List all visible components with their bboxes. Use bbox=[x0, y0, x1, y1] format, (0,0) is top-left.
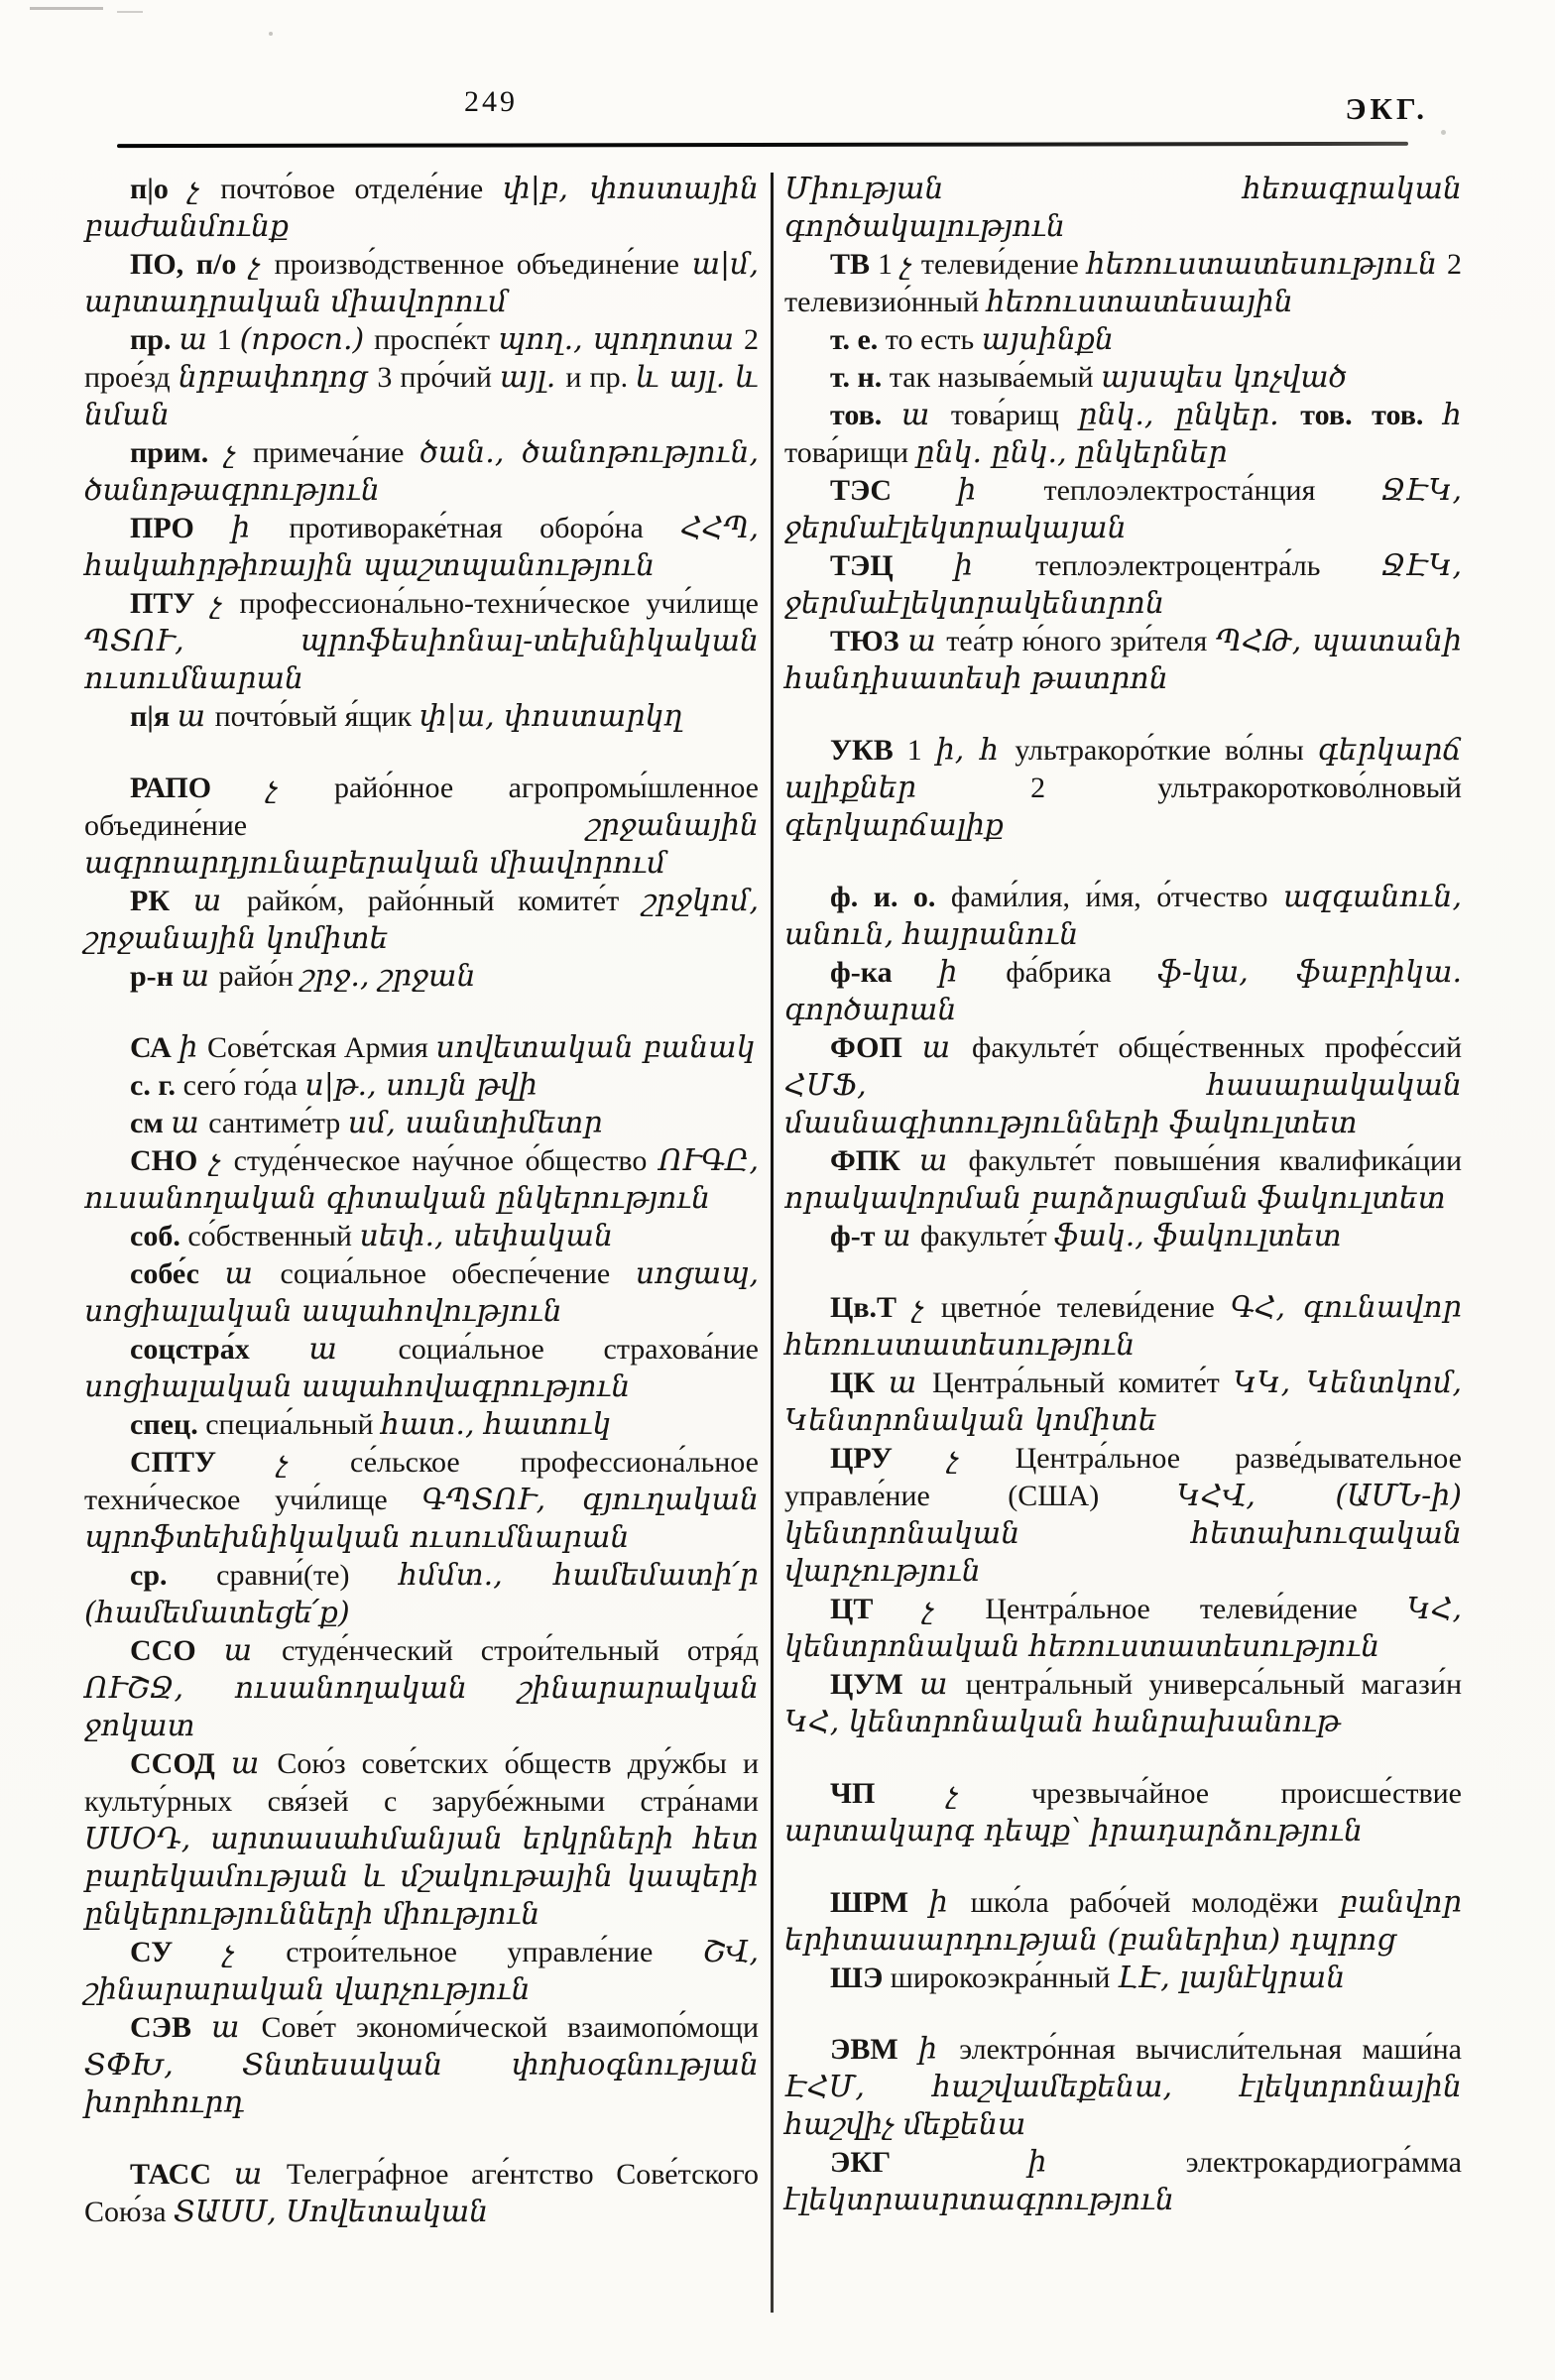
italic-text: ա bbox=[224, 1256, 281, 1291]
headword: ССОД bbox=[130, 1747, 231, 1780]
dictionary-entry bbox=[784, 246, 1462, 321]
dictionary-entry bbox=[84, 321, 759, 434]
headword: ср. bbox=[130, 1559, 217, 1592]
dictionary-entry bbox=[84, 883, 759, 958]
definition-text: Центра́льный комите́т bbox=[931, 1367, 1234, 1399]
dictionary-entry bbox=[784, 1775, 1462, 1850]
definition-text: 1 bbox=[216, 323, 240, 356]
dictionary-entry bbox=[84, 1444, 759, 1557]
definition-text: чрезвыча́йное происше́ствие bbox=[1030, 1777, 1462, 1810]
headword: пр. bbox=[130, 323, 179, 356]
dictionary-entry bbox=[784, 732, 1462, 845]
dictionary-entry bbox=[784, 321, 1462, 359]
headword: ПТУ bbox=[130, 587, 211, 620]
definition-text: 2 телевизио́нный bbox=[784, 248, 1463, 318]
scan-artifact bbox=[30, 7, 103, 10]
italic-text: չ bbox=[222, 1935, 287, 1969]
definition-text: примеча́ние bbox=[252, 436, 420, 469]
dictionary-entry bbox=[84, 1067, 759, 1105]
italic-text: այլ. bbox=[499, 360, 566, 395]
italic-text: չ bbox=[210, 586, 240, 621]
italic-text: ծան., ծանոթություն, ծանոթագրություն bbox=[84, 435, 759, 508]
headword: ФОП bbox=[830, 1031, 922, 1064]
italic-text: սոցապ, սոցիալական ապահովություն bbox=[84, 1256, 760, 1329]
definition-text: социа́льное обеспе́чение bbox=[280, 1257, 636, 1290]
dictionary-entry bbox=[84, 1557, 759, 1632]
italic-text: հատ., հատուկ bbox=[381, 1407, 612, 1442]
definition-text: Центра́льное разве́дывательное управле́ние (США) bbox=[784, 1442, 1462, 1512]
dictionary-entry bbox=[784, 1884, 1462, 1960]
dictionary-entry bbox=[84, 171, 759, 246]
dictionary-entry bbox=[84, 770, 759, 883]
italic-text: և այլ. և նման bbox=[84, 360, 759, 432]
italic-text: ա bbox=[223, 1633, 282, 1668]
definition-text: проспе́кт bbox=[374, 323, 498, 356]
dictionary-entry bbox=[784, 1440, 1462, 1591]
headword: р-н bbox=[130, 960, 181, 993]
headword: п|о bbox=[130, 173, 188, 205]
definition-text: широкоэкра́нный bbox=[890, 1962, 1118, 1994]
italic-text: ՈՒԳԸ, ուսանողական գիտական ընկերություն bbox=[84, 1143, 760, 1216]
dictionary-body bbox=[84, 171, 1473, 2313]
italic-text: ի, հ bbox=[935, 733, 1016, 768]
header-rule bbox=[117, 142, 1408, 148]
italic-text: այսինքն bbox=[981, 322, 1115, 357]
definition-text: райо́н bbox=[218, 960, 301, 993]
dictionary-column-left bbox=[84, 171, 759, 2231]
italic-text: սովետական բանակ bbox=[435, 1030, 756, 1065]
italic-text: չ bbox=[208, 1143, 234, 1178]
headword: СА bbox=[130, 1031, 179, 1064]
definition-text: Сою́з сове́тских о́бществ дру́жбы и культу́рных свя́зей с зарубе́жными стра́нами bbox=[84, 1747, 759, 1818]
italic-text: չ bbox=[224, 435, 253, 470]
headword: соб. bbox=[130, 1220, 188, 1252]
headword: т. н. bbox=[830, 361, 890, 394]
italic-text: սեփ., սեփական bbox=[359, 1219, 614, 1253]
italic-text: պող., պողոտա bbox=[497, 322, 745, 357]
dictionary-entry bbox=[84, 1745, 759, 1934]
dictionary-entry bbox=[784, 1218, 1462, 1255]
italic-text: սոցիալական ապահովագրություն bbox=[84, 1369, 631, 1404]
headword: с. г. bbox=[130, 1069, 183, 1102]
headword: ЭКГ bbox=[830, 2146, 1028, 2179]
italic-text: ԿՀ, կենտրոնական հեռուստատեսություն bbox=[784, 1592, 1462, 1664]
dictionary-entry bbox=[784, 2144, 1462, 2219]
italic-text: ա bbox=[211, 2010, 262, 2045]
italic-text: ԷՀՄ, հաշվամեքենա, էլեկտրոնային հաշվիչ մեքենա bbox=[784, 2070, 1462, 2142]
headword: ШЭ bbox=[830, 1962, 891, 1994]
italic-text: չ bbox=[946, 1776, 1031, 1811]
dictionary-entry bbox=[84, 698, 759, 736]
headword: ЦРУ bbox=[830, 1442, 948, 1475]
headword: РК bbox=[130, 885, 193, 917]
definition-text: шко́ла рабо́чей молодёжи bbox=[970, 1886, 1340, 1919]
italic-text: ԳՊՏՈՒ, գյուղական պրոֆտեխնիկական ուսումնարան bbox=[84, 1483, 759, 1555]
definition-text: това́рищ bbox=[950, 399, 1079, 431]
definition-text: социа́льное страхова́ние bbox=[398, 1333, 759, 1366]
italic-text: ա|մ, արտադրական միավորում bbox=[84, 247, 760, 319]
definition-text: 2 прое́зд bbox=[84, 323, 760, 394]
scan-artifact bbox=[1441, 130, 1446, 135]
definition-text: электрокардиогра́мма bbox=[1185, 2146, 1462, 2179]
definition-text: почто́вый я́щик bbox=[214, 700, 419, 733]
dictionary-entry bbox=[84, 1218, 759, 1255]
dictionary-entry bbox=[784, 397, 1462, 472]
italic-text: չ bbox=[248, 247, 275, 282]
dictionary-entry bbox=[784, 1289, 1462, 1365]
headword: тов. тов. bbox=[1300, 399, 1443, 431]
italic-text: այսպես կոչված bbox=[1101, 360, 1348, 395]
headword: соцстра́х bbox=[130, 1333, 309, 1366]
definition-text: Сове́тская Армия bbox=[206, 1031, 436, 1064]
italic-text: ա bbox=[918, 1667, 966, 1702]
scan-artifact bbox=[269, 32, 273, 36]
italic-text: ա bbox=[171, 1106, 209, 1140]
definition-text: се́льское профессиона́льное техни́ческое учи́лище bbox=[84, 1446, 759, 1516]
italic-text: ազգանուն, անուն, հայրանուն bbox=[784, 880, 1462, 952]
dictionary-entry bbox=[784, 171, 1462, 246]
headword: РАПО bbox=[130, 772, 267, 804]
headword: ЭВМ bbox=[830, 2033, 918, 2066]
definition-text: то есть bbox=[885, 323, 982, 356]
headword: см bbox=[130, 1107, 172, 1139]
definition-text: това́рищи bbox=[784, 436, 916, 469]
definition-text: со́бственный bbox=[187, 1220, 360, 1252]
italic-text: ա bbox=[179, 322, 217, 357]
italic-text: ընկ. ընկ., ընկերներ bbox=[915, 435, 1228, 470]
headword: тов. bbox=[830, 399, 901, 431]
italic-text: ա bbox=[233, 2157, 287, 2192]
italic-text: ՀՄՖ, հասարակական մասնագիտությունների ֆակուլտետ bbox=[784, 1068, 1462, 1140]
italic-text: հեռուստատեսություն bbox=[1086, 247, 1448, 282]
dictionary-entry bbox=[784, 472, 1462, 547]
definition-text: райо́нное агропромы́шленное объедине́ние bbox=[84, 772, 759, 842]
definition-text: фами́лия, и́мя, о́тчество bbox=[950, 881, 1283, 913]
headword: ЦК bbox=[830, 1367, 889, 1399]
italic-text: ՇՎ, շինարարական վարչություն bbox=[84, 1935, 759, 2007]
headword: ТЭС bbox=[830, 474, 958, 507]
definition-text: противораке́тная оборо́на bbox=[289, 512, 681, 544]
italic-text: շրջանային ագրոարդյունաբերական միավորում bbox=[84, 808, 759, 881]
italic-text: չ bbox=[277, 1445, 351, 1480]
dictionary-entry bbox=[84, 1406, 759, 1444]
italic-text: (просп.) bbox=[239, 322, 375, 357]
italic-text: ա bbox=[180, 959, 219, 994]
headword: ЧП bbox=[830, 1777, 947, 1810]
italic-text: ա bbox=[882, 1219, 920, 1253]
italic-text: չ bbox=[899, 247, 921, 282]
dictionary-entry bbox=[84, 246, 759, 321]
headword: ф-т bbox=[830, 1220, 883, 1252]
headword: ф-ка bbox=[830, 956, 939, 989]
italic-text: չ bbox=[947, 1441, 1016, 1476]
dictionary-entry bbox=[84, 1029, 759, 1067]
dictionary-entry bbox=[784, 1960, 1462, 1997]
page-number: 249 bbox=[464, 85, 518, 118]
italic-text: ա bbox=[907, 624, 947, 658]
definition-text: Сове́т экономи́ческой взаимопо́мощи bbox=[261, 2011, 759, 2044]
definition-text: так называ́емый bbox=[889, 361, 1102, 394]
definition-text: и пр. bbox=[565, 361, 637, 394]
dictionary-entry bbox=[84, 2156, 759, 2231]
italic-text: ի bbox=[928, 1885, 971, 1920]
definition-text: сантиме́тр bbox=[208, 1107, 348, 1139]
dictionary-column-right bbox=[784, 171, 1462, 2219]
definition-text: 1 bbox=[906, 734, 936, 767]
dictionary-entry bbox=[784, 1029, 1462, 1142]
dictionary-entry bbox=[84, 1632, 759, 1745]
definition-text: Центра́льное телеви́дение bbox=[985, 1593, 1407, 1625]
italic-text: հմմտ., համեմատի՛ր (համեմատեցե՛ք) bbox=[84, 1558, 760, 1630]
italic-text: ի bbox=[938, 955, 1007, 990]
italic-text: շրջ., շրջան bbox=[300, 959, 476, 994]
definition-text: теа́тр ю́ного зри́теля bbox=[946, 625, 1216, 657]
italic-text: ՈՒՇՋ, ուսանողական շինարարական ջոկատ bbox=[84, 1671, 759, 1743]
italic-text: ՍՍՕԴ, արտասահմանյան երկրների հետ բարեկամության և մշակութային կապերի ընկերությունների միություն bbox=[84, 1822, 759, 1932]
italic-text: ի bbox=[957, 473, 1044, 508]
headword: ЦТ bbox=[830, 1593, 923, 1625]
definition-text: студе́нческий строи́тельный отря́д bbox=[281, 1634, 759, 1667]
dictionary-entry bbox=[784, 954, 1462, 1029]
dictionary-entry bbox=[84, 585, 759, 698]
dictionary-entry bbox=[84, 1105, 759, 1142]
italic-text: Միության հեռագրական գործակալություն bbox=[784, 172, 1462, 244]
dictionary-entry bbox=[784, 547, 1462, 623]
italic-text: ա bbox=[177, 699, 215, 734]
definition-text: райко́м, райо́нный комите́т bbox=[246, 885, 643, 917]
headword: ФПК bbox=[830, 1144, 919, 1177]
dictionary-entry bbox=[784, 1142, 1462, 1218]
italic-text: չ bbox=[187, 172, 221, 206]
italic-text: ՋԷԿ, ջերմաէլեկտրակայան bbox=[784, 473, 1462, 545]
dictionary-entry bbox=[84, 510, 759, 585]
headword: ПО, п/о bbox=[130, 248, 249, 281]
italic-text: փ|ա, փոստարկղ bbox=[419, 699, 683, 734]
italic-text: ՏԱՍՍ, Սովետական bbox=[174, 2195, 489, 2229]
italic-text: ի bbox=[917, 2032, 960, 2067]
italic-text: ԼԷ, լայնէկրան bbox=[1117, 1961, 1346, 1995]
headword: ф. и. о. bbox=[830, 881, 951, 913]
italic-text: չ bbox=[911, 1290, 941, 1325]
italic-text: շրջկոմ, շրջանային կոմիտե bbox=[84, 884, 760, 956]
italic-text: ա bbox=[921, 1030, 972, 1065]
dictionary-entry bbox=[84, 2009, 759, 2122]
definition-text: факульте́т повыше́ния квалифика́ции bbox=[968, 1144, 1463, 1177]
italic-text: չ bbox=[266, 771, 334, 805]
headword: ТЭЦ bbox=[830, 549, 954, 582]
definition-text: теплоэлектроста́нция bbox=[1043, 474, 1381, 507]
scan-artifact bbox=[117, 11, 143, 13]
definition-text: почто́вое отделе́ние bbox=[220, 173, 503, 205]
definition-text: профессиона́льно-техни́ческое учи́лище bbox=[239, 587, 759, 620]
italic-text: էլեկտրասրտագրություն bbox=[784, 2183, 1174, 2217]
definition-text: сего́ го́да bbox=[182, 1069, 305, 1102]
headword: ССО bbox=[130, 1634, 224, 1667]
italic-text: ի bbox=[1027, 2145, 1186, 2180]
definition-text: студе́нческое нау́чное о́бщество bbox=[233, 1144, 658, 1177]
italic-text: ի bbox=[953, 548, 1036, 583]
italic-text: ի bbox=[231, 511, 290, 545]
headword: прим. bbox=[130, 436, 225, 469]
headword: СНО bbox=[130, 1144, 209, 1177]
definition-text: электро́нная вычисли́тельная маши́на bbox=[959, 2033, 1462, 2066]
dictionary-entry bbox=[784, 2031, 1462, 2144]
italic-text: արտակարգ դեպք՝ իրադարձություն bbox=[784, 1814, 1363, 1848]
headword: п|я bbox=[130, 700, 178, 733]
headword: спец. bbox=[130, 1408, 206, 1441]
dictionary-entry bbox=[784, 1666, 1462, 1741]
italic-text: ԳՀ, գունավոր հեռուստատեսություն bbox=[784, 1290, 1462, 1363]
dictionary-entry bbox=[84, 958, 759, 996]
italic-text: ՊՏՈՒ, պրոֆեսիոնալ-տեխնիկական ուսումնարան bbox=[84, 624, 759, 696]
italic-text: ԿԿ, Կենտկոմ, Կենտրոնական կոմիտե bbox=[784, 1366, 1462, 1438]
italic-text: փ|բ, փոստային բաժանմունք bbox=[84, 172, 759, 244]
definition-text: строи́тельное управле́ние bbox=[286, 1936, 703, 1968]
italic-text: ա bbox=[308, 1332, 399, 1367]
definition-text: теплоэлектроцентра́ль bbox=[1035, 549, 1381, 582]
dictionary-entry bbox=[84, 1255, 759, 1331]
definition-text: факульте́т обще́ственных профе́ссий bbox=[971, 1031, 1462, 1064]
italic-text: ա bbox=[888, 1366, 932, 1400]
italic-text: ա bbox=[900, 398, 951, 432]
dictionary-entry bbox=[784, 1591, 1462, 1666]
definition-text: 1 bbox=[877, 248, 900, 281]
dictionary-entry bbox=[84, 1331, 759, 1406]
headword: УКВ bbox=[830, 734, 907, 767]
header-guide-word: ЭКГ. bbox=[1345, 91, 1428, 126]
headword: СЭВ bbox=[130, 2011, 212, 2044]
headword: ШРМ bbox=[830, 1886, 929, 1919]
italic-text: ա bbox=[918, 1143, 969, 1178]
dictionary-entry bbox=[784, 623, 1462, 698]
definition-text: 3 про́чий bbox=[377, 361, 500, 394]
headword: собе́с bbox=[130, 1257, 225, 1290]
definition-text: фа́брика bbox=[1006, 956, 1158, 989]
italic-text: ֆակ., ֆակուլտետ bbox=[1054, 1219, 1342, 1253]
headword: СПТУ bbox=[130, 1446, 278, 1479]
italic-text: ՏՓԽ, Տնտեսական փոխօգնության խորհուրդ bbox=[84, 2048, 759, 2120]
headword: Цв.Т bbox=[830, 1291, 912, 1324]
italic-text: ՊՀԹ, պատանի հանդիսատեսի թատրոն bbox=[784, 624, 1462, 696]
italic-text: ֆ-կա, ֆաբրիկա. գործարան bbox=[784, 955, 1462, 1027]
definition-text: факульте́т bbox=[919, 1220, 1055, 1252]
definition-text: произво́дственное объедине́ние bbox=[274, 248, 692, 281]
definition-text: специа́льный bbox=[205, 1408, 381, 1441]
dictionary-entry bbox=[84, 434, 759, 510]
dictionary-entry bbox=[784, 359, 1462, 397]
italic-text: որակավորման բարձրացման ֆակուլտետ bbox=[784, 1181, 1446, 1216]
italic-text: գերկարճ ալիքներ bbox=[784, 733, 1463, 805]
headword: ПРО bbox=[130, 512, 232, 544]
italic-text: ա bbox=[230, 1746, 278, 1781]
headword: ТВ bbox=[830, 248, 878, 281]
italic-text: նրբափողոց bbox=[178, 360, 378, 395]
italic-text: ա bbox=[192, 884, 247, 918]
dictionary-entry bbox=[84, 1934, 759, 2009]
definition-text: Телегра́фное аге́нтство Сове́тского Сою́за bbox=[84, 2158, 759, 2228]
definition-text: сравни́(те) bbox=[216, 1559, 400, 1592]
definition-text: центра́льный универса́льный магази́н bbox=[965, 1668, 1463, 1701]
definition-text: цветно́е телеви́дение bbox=[940, 1291, 1231, 1324]
dictionary-entry bbox=[784, 879, 1462, 954]
italic-text: հ bbox=[1442, 398, 1463, 432]
italic-text: ս|թ., սույն թվի bbox=[304, 1068, 538, 1103]
italic-text: ընկ., ընկեր. bbox=[1078, 398, 1301, 432]
italic-text: բանվոր երիտասարդության (բաներիտ) դպրոց bbox=[784, 1885, 1462, 1958]
headword: ТАСС bbox=[130, 2158, 234, 2191]
headword: ТЮЗ bbox=[830, 625, 908, 657]
dictionary-entry bbox=[84, 1142, 759, 1218]
italic-text: ի bbox=[179, 1030, 207, 1065]
italic-text: հեռուստատեսային bbox=[986, 285, 1293, 319]
italic-text: չ bbox=[922, 1592, 986, 1626]
headword: т. е. bbox=[830, 323, 886, 356]
italic-text: գերկարճալիք bbox=[784, 808, 1004, 843]
headword: СУ bbox=[130, 1936, 223, 1968]
dictionary-entry bbox=[784, 1365, 1462, 1440]
column-divider bbox=[771, 173, 774, 2313]
italic-text: ՀՀՊ, հակահրթիռային պաշտպանություն bbox=[84, 511, 759, 583]
italic-text: ԿՀ, կենտրոնական հանրախանութ bbox=[784, 1705, 1341, 1739]
italic-text: սմ, սանտիմետր bbox=[347, 1106, 603, 1140]
headword: ЦУМ bbox=[830, 1668, 919, 1701]
definition-text: телеви́дение bbox=[920, 248, 1087, 281]
italic-text: ՋԷԿ, ջերմաէլեկտրակենտրոն bbox=[784, 548, 1462, 621]
italic-text: ԿՀՎ, (ԱՄՆ-ի) կենտրոնական հետախուզական վարչություն bbox=[784, 1479, 1462, 1589]
definition-text: ультракоро́ткие во́лны bbox=[1015, 734, 1318, 767]
definition-text: 2 ультракоротково́лновый bbox=[1030, 772, 1462, 804]
